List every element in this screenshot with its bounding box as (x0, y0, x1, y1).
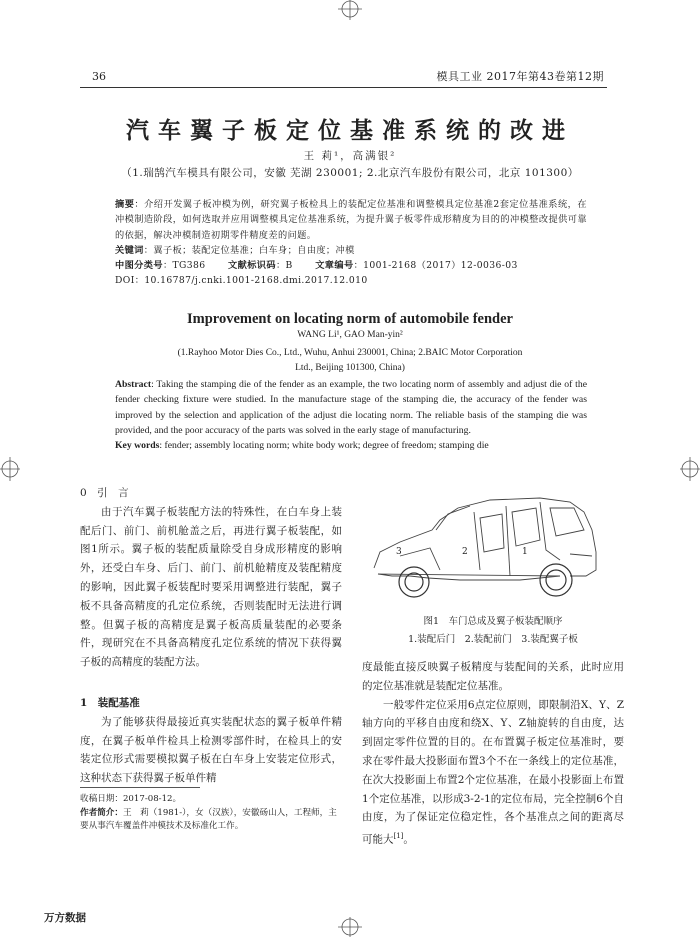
section-0-paragraph: 由于汽车翼子板装配方法的特殊性，在白车身上装配后门、前门、前机舱盖之后，再进行翼子板装配，如图1所示。翼子板的装配质量除受自身成形精度的影响外，还受白车身、后门、前门、前机舱精度及装配精度的影响，因此翼子板装配时要采用调整进行装配，翼子板不具备高精度的孔定位系统，否则装配时无法进行调整。但翼子板的高精度是翼子板高质量装配的必要条件，现研究在不具备高精度孔定位系统的情况下获得翼子板的高精度的装配方法。 (80, 505, 342, 669)
english-abstract-block (115, 377, 587, 453)
english-title: Improvement on locating norm of automobile fender (187, 311, 513, 327)
right-crop-mark (678, 455, 700, 483)
figure-label-2: 2 (462, 547, 468, 557)
abstract-cn-text: ：介绍开发翼子板冲模为例，研究翼子板检具上的装配定位基准和调整模具定位基准2套定位基准系统，在冲模制造阶段，如何选取并应用调整模具定位基准系统，为提升翼子板零件成形精度为目的的冲模整改提供可靠的依据，解决冲模制造初期零件精度差的问题。 (115, 199, 587, 241)
figure-label-1: 1 (522, 547, 528, 557)
abstract-en-text: : Taking the stamping die of the fender as an example, the two locating norm of assembly and adjust die of the fender checking fixture were studied. In the manufacture stage of the stamping die, the accuracy of the fender was improved by the selection and application of the adjust die locating norm. The reliable basis of the stamping die was provided, and the poor accuracy of the parts was solved in the early stage of manufacturing. (115, 379, 587, 436)
article-id-label: 文章编号 (315, 260, 354, 272)
left-column (80, 484, 342, 672)
received-date: 收稿日期：2017-08-12。 (80, 794, 182, 804)
keywords-cn-text: ：翼子板；装配定位基准；白车身；自由度；冲模 (143, 244, 355, 256)
keywords-en-text: : fender; assembly locating norm; white body work; degree of freedom; stamping die (159, 440, 489, 452)
chinese-abstract-block (115, 197, 587, 289)
abstract-cn-label: 摘要 (115, 199, 135, 210)
abstract-cn (115, 197, 587, 243)
keywords-cn (115, 243, 587, 258)
abstract-en-label: Abstract (115, 379, 152, 390)
right-column (362, 658, 624, 849)
keywords-en-label: Key words (115, 440, 160, 452)
affiliation: （1.瑞鹄汽车模具有限公司，安徽 芜湖 230001; 2.北京汽车股份有限公司，北京 101300） (121, 167, 579, 179)
author-bio-text: 王 莉（1981-），女（汉族），安徽砀山人，工程师，主要从事汽车覆盖件冲模技术及标准化工作。 (80, 807, 337, 831)
author-bio-label: 作者简介： (80, 807, 123, 818)
keywords-cn-label: 关键词 (115, 244, 144, 256)
footnote (80, 793, 342, 834)
abstract-en (115, 377, 587, 438)
figure-caption: 图1 车门总成及翼子板装配顺序 (423, 616, 563, 627)
top-crop-mark (336, 0, 364, 22)
clc-label: 中图分类号 (115, 260, 163, 272)
doc-code-label: 文献标识码 (228, 260, 276, 272)
authors: 王 莉¹，高满银² (303, 150, 397, 162)
author-bio (80, 807, 342, 834)
citation-ref: [1] (393, 832, 404, 841)
right-paragraph-1: 度最能直接反映翼子板精度与装配间的关系，此时应用的定位基准就是装配定位基准。 (362, 661, 624, 692)
right-paragraph-2-text: 一般零件定位采用6点定位原则，即限制沿X、Y、Z轴方向的平移自由度和绕X、Y、Z轴旋转的自由度，达到固定零件位置的目的。在布置翼子板定位基准时，要求在零件最大投影面布置3个不在一条线上的定位基准，在次大投影面上布置2个定位基准，在最小投影面上布置1个定位基准，以形成3-2-1的定位布局，完全控制6个自由度，为了保证定位稳定性，各个基准点之间的距离尽可能大 (362, 698, 624, 846)
bottom-crop-mark (336, 915, 364, 937)
right-paragraph-2-end: 。 (403, 833, 414, 846)
section-1-heading: 1 装配基准 (80, 697, 140, 709)
doi: DOI：10.16787/j.cnki.1001-2168.dmi.2017.12.010 (115, 275, 368, 287)
right-paragraph-2 (362, 696, 624, 850)
left-column-section-1 (80, 694, 342, 788)
wanfang-logo: 万方数据 (44, 912, 86, 924)
left-crop-mark (0, 455, 22, 483)
section-1-paragraph: 为了能够获得最接近真实装配状态的翼子板单件精度，在翼子板单件检具上检测零部件时，在检具上的安装定位形式需要模拟翼子板在白车身上安装定位形式，这种状态下获得翼子板单件精 (80, 715, 342, 785)
english-affiliation-line-2: Ltd., Beijing 101300, China) (295, 363, 405, 373)
english-affiliation-line-1: (1.Rayhoo Motor Dies Co., Ltd., Wuhu, Anhui 230001, China; 2.BAIC Motor Corporation (177, 348, 523, 358)
english-authors: WANG Li¹, GAO Man-yin² (297, 330, 403, 340)
car-body-figure (370, 490, 602, 610)
doc-code-value: ：B (275, 260, 293, 272)
figure-label-3: 3 (396, 547, 402, 557)
clc-value: ：TG386 (162, 260, 206, 272)
page-number: 36 (92, 70, 106, 83)
english-affiliation (0, 346, 700, 376)
section-0-heading: 0 引 言 (80, 487, 129, 499)
article-id-value: ：1001-2168（2017）12-0036-03 (353, 260, 518, 272)
keywords-en (115, 438, 587, 453)
meta-cn (115, 258, 587, 273)
header-rule (80, 87, 607, 88)
footnote-rule (80, 787, 200, 788)
journal-header: 模具工业 2017年第43卷第12期 (436, 70, 604, 83)
figure-subcaption: 1.装配后门 2.装配前门 3.装配翼子板 (408, 634, 578, 645)
paper-title: 汽车翼子板定位基准系统的改进 (126, 117, 574, 144)
